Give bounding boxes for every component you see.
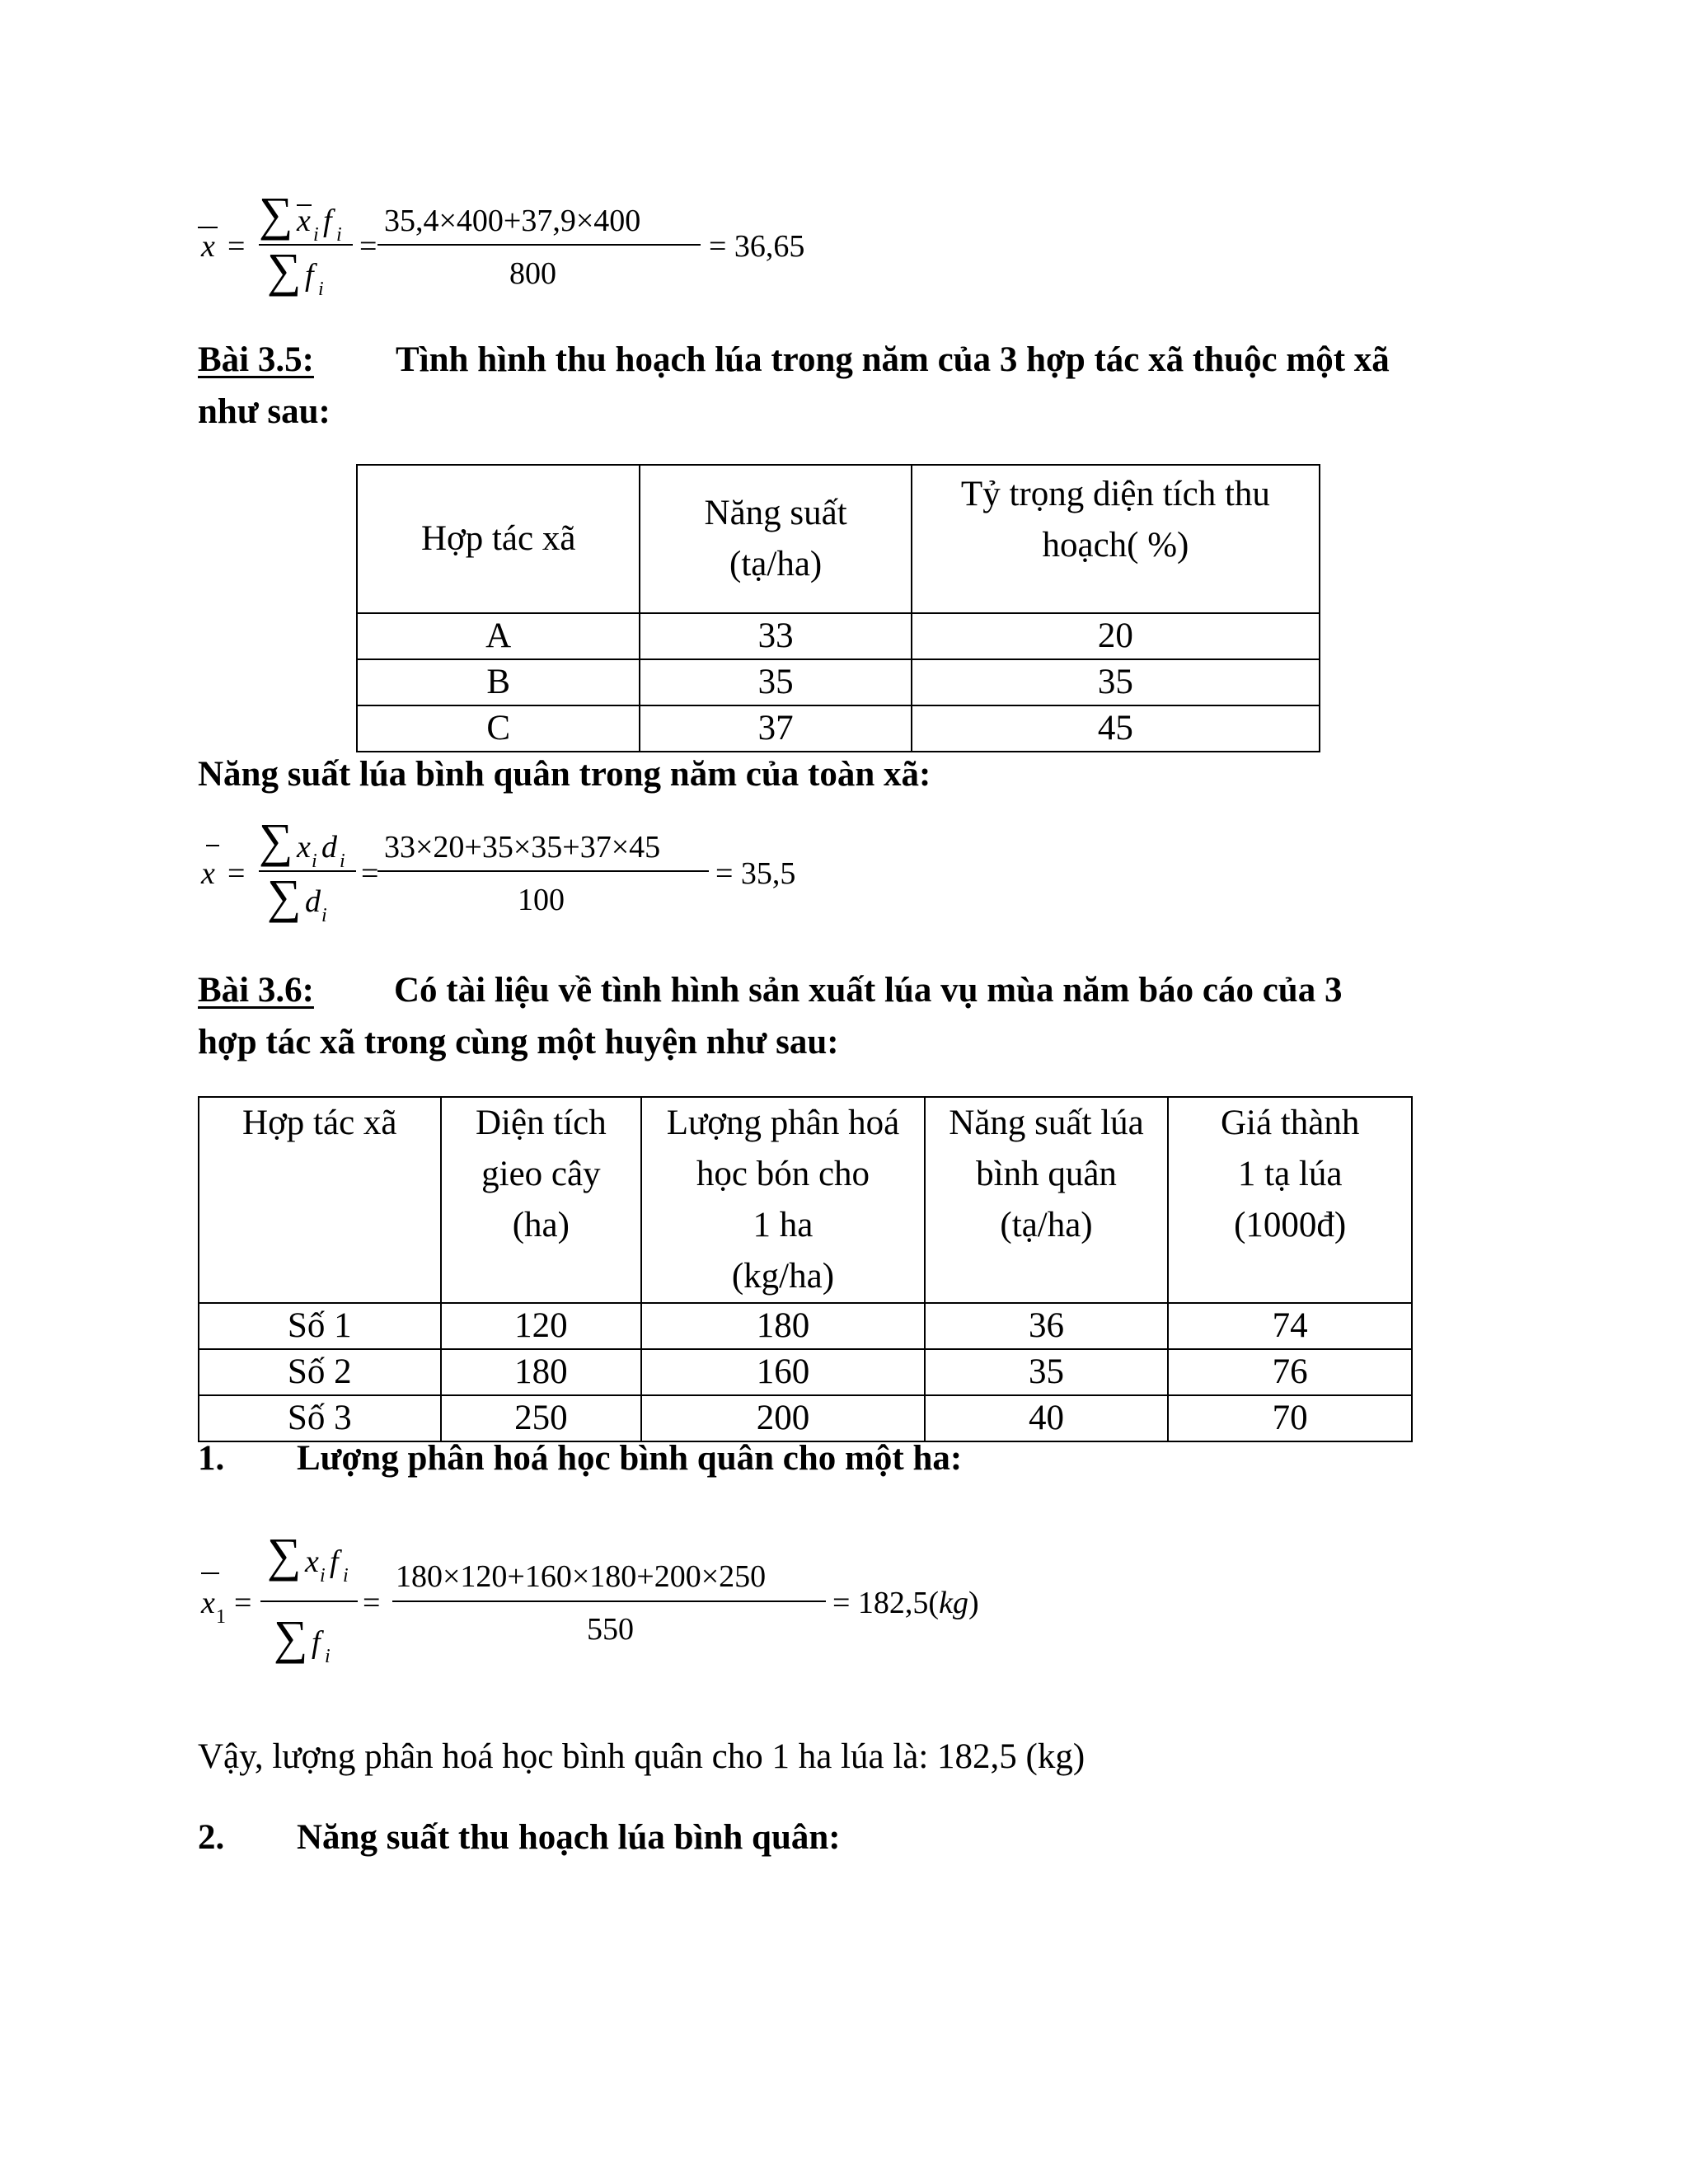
table-row [199, 1303, 1412, 1349]
table1-header-text-3: Tỷ trọng diện tích thu [960, 475, 1270, 513]
formula3-lhs: x [201, 1586, 215, 1620]
formula1-num-x: x [297, 204, 311, 238]
table2-cell: 200 [641, 1395, 925, 1441]
table1-cell: C [357, 705, 640, 752]
table2-cell: 35 [925, 1349, 1169, 1395]
formula3-result-close: ) [968, 1586, 979, 1620]
formula1-result: = 36,65 [709, 229, 805, 264]
formula-weighted-mean-2 [198, 813, 824, 927]
table2-header-text: (tạ/ha) [1000, 1206, 1093, 1244]
formula3-num-sub2: i [343, 1565, 349, 1586]
formula2-num-sub2: i [340, 851, 345, 872]
formula3-expr-fraction-line [392, 1601, 826, 1602]
formula2-num-sigma: ∑ [259, 813, 293, 867]
table2-cell: 180 [641, 1303, 925, 1349]
formula1-eq2: = [359, 229, 377, 264]
table1-cell: 45 [912, 705, 1320, 752]
item2-text: Năng suất thu hoạch lúa bình quân: [297, 1818, 841, 1857]
table2-header-text: học bón cho [696, 1155, 870, 1193]
table2-cell: 120 [441, 1303, 642, 1349]
formula-weighted-mean-1 [198, 187, 824, 301]
table1-cell: 33 [640, 613, 911, 659]
table2-header-text: Năng suất lúa [949, 1104, 1144, 1142]
formula1-num-f: f [323, 204, 332, 238]
table2-header-text: Giá thành [1220, 1104, 1360, 1142]
table1-header-text-4: hoạch( %) [1042, 526, 1189, 565]
formula1-expr-num: 35,4×400+37,9×400 [384, 204, 641, 238]
table2-header-text: 1 tạ lúa [1237, 1155, 1343, 1193]
formula1-den-sigma: ∑ [267, 243, 302, 297]
table-row [357, 659, 1320, 705]
formula3-num-sigma: ∑ [267, 1528, 302, 1582]
formula2-bar [206, 845, 219, 846]
formula2-num-sub1: i [312, 851, 317, 872]
table1-header-area-share [912, 465, 1320, 613]
section-yield-heading: Năng suất lúa bình quân trong năm của toàn xã: [198, 755, 931, 794]
formula2-expr-den: 100 [518, 883, 565, 917]
bai36-text-line1: Có tài liệu về tình hình sản xuất lúa vụ mùa năm báo cáo của 3 [394, 971, 1343, 1010]
table1-cell: A [357, 613, 640, 659]
formula1-den-sub: i [318, 279, 324, 300]
table2-header-text: (1000đ) [1234, 1206, 1347, 1244]
formula3-den-sigma: ∑ [274, 1610, 308, 1664]
table1-header-cooperative [357, 465, 640, 613]
table2-header-text: (ha) [512, 1206, 570, 1244]
table1-header-text-0: Hợp tác xã [420, 519, 576, 558]
table1-header-text-2: (tạ/ha) [729, 545, 823, 583]
formula1-expr-den: 800 [509, 256, 556, 291]
table2-header-text: (kg/ha) [731, 1257, 835, 1296]
bai36-label: Bài 3.6: [198, 971, 314, 1010]
formula2-eq1: = [227, 856, 246, 891]
table1-cell: 35 [640, 659, 911, 705]
table2-cell: 250 [441, 1395, 642, 1441]
table2-header-area [441, 1097, 642, 1303]
formula2-num-d: d [321, 830, 337, 865]
table1-cell: 37 [640, 705, 911, 752]
table2-header-cooperative [199, 1097, 441, 1303]
formula2-expr-num: 33×20+35×35+37×45 [384, 830, 661, 865]
table2-cell: 40 [925, 1395, 1169, 1441]
table1-cell: 35 [912, 659, 1320, 705]
formula1-num-sub2: i [336, 224, 342, 246]
formula1-bar [198, 227, 218, 228]
table2-cell: 36 [925, 1303, 1169, 1349]
formula3-num-f: f [330, 1544, 339, 1579]
table-row [199, 1395, 1412, 1441]
table2-cell: 76 [1168, 1349, 1412, 1395]
formula3-result-group [832, 1587, 979, 1619]
formula3-eq2: = [363, 1586, 381, 1620]
table1-header-text-1: Năng suất [704, 494, 847, 532]
table2-header-fertilizer [641, 1097, 925, 1303]
formula2-den-sub: i [321, 905, 327, 926]
formula3-result-unit: kg [939, 1586, 968, 1620]
table2-header-text: gieo cây [481, 1155, 601, 1193]
formula3-bar [201, 1572, 219, 1574]
formula2-lhs: x [201, 856, 215, 891]
table1-header-row [357, 465, 1320, 613]
formula3-expr-den: 550 [587, 1612, 634, 1647]
table2-cell: 180 [441, 1349, 642, 1395]
formula2-den-sigma: ∑ [267, 869, 302, 923]
formula2-eq2: = [361, 856, 379, 891]
bai35-heading [198, 342, 314, 377]
formula3-result: = 182,5( [832, 1586, 940, 1620]
formula3-num-x: x [305, 1544, 319, 1579]
formula1-den-f: f [305, 258, 314, 293]
formula3-num-sub1: i [320, 1565, 326, 1586]
table-row [357, 705, 1320, 752]
item1-number: 1. [198, 1439, 225, 1478]
formula3-den-f: f [312, 1625, 321, 1660]
table2-header-text: bình quân [976, 1155, 1117, 1193]
table-row [357, 613, 1320, 659]
formula3-expr-num: 180×120+160×180+200×250 [396, 1559, 767, 1594]
table1-header-yield [640, 465, 911, 613]
table2-header-text: Diện tích [475, 1104, 607, 1142]
table2-cell: 74 [1168, 1303, 1412, 1349]
formula3-main-fraction-line [260, 1601, 358, 1602]
formula1-eq1: = [227, 229, 246, 264]
formula1-expr-fraction-line [377, 244, 701, 246]
table1-cell: B [357, 659, 640, 705]
table2-header-text: Lượng phân hoá [666, 1104, 900, 1142]
formula1-num-sub1: i [313, 224, 319, 246]
table2-cell: Số 1 [199, 1303, 441, 1349]
table2-cell: Số 3 [199, 1395, 441, 1441]
table2-cell: 70 [1168, 1395, 1412, 1441]
bai36-text-line2: hợp tác xã trong cùng một huyện như sau: [198, 1023, 839, 1062]
bai36-heading [198, 972, 314, 1008]
table2-header-row [199, 1097, 1412, 1303]
conclusion-text: Vậy, lượng phân hoá học bình quân cho 1 ha lúa là: 182,5 (kg) [198, 1737, 1085, 1776]
table-row [199, 1349, 1412, 1395]
item2-number: 2. [198, 1818, 225, 1857]
formula3-eq1: = [234, 1586, 252, 1620]
formula2-num-x: x [297, 830, 311, 865]
formula2-result: = 35,5 [715, 856, 796, 891]
table2-cell: 160 [641, 1349, 925, 1395]
bai35-text-line2: như sau: [198, 392, 331, 431]
table2-cell: Số 2 [199, 1349, 441, 1395]
formula3-den-sub: i [325, 1646, 331, 1667]
table2-header-text: 1 ha [753, 1206, 814, 1244]
table2-header-yield [925, 1097, 1169, 1303]
formula3-lhs-sub: 1 [216, 1606, 226, 1628]
formula2-expr-fraction-line [377, 870, 709, 872]
formula-fertilizer-mean [198, 1525, 1022, 1665]
table-cooperative-yield [356, 464, 1320, 752]
formula1-num-sigma: ∑ [259, 187, 293, 241]
formula1-num-x-bar [297, 204, 312, 206]
table2-header-cost [1168, 1097, 1412, 1303]
table1-cell: 20 [912, 613, 1320, 659]
table2-header-text: Hợp tác xã [242, 1104, 397, 1142]
item1-text: Lượng phân hoá học bình quân cho một ha: [297, 1439, 963, 1478]
bai35-text-line1: Tình hình thu hoạch lúa trong năm của 3 hợp tác xã thuộc một xã [396, 340, 1390, 379]
bai35-label: Bài 3.5: [198, 340, 314, 379]
formula2-den-d: d [305, 884, 321, 919]
formula1-lhs: x [201, 229, 215, 264]
table-rice-production [198, 1096, 1413, 1442]
